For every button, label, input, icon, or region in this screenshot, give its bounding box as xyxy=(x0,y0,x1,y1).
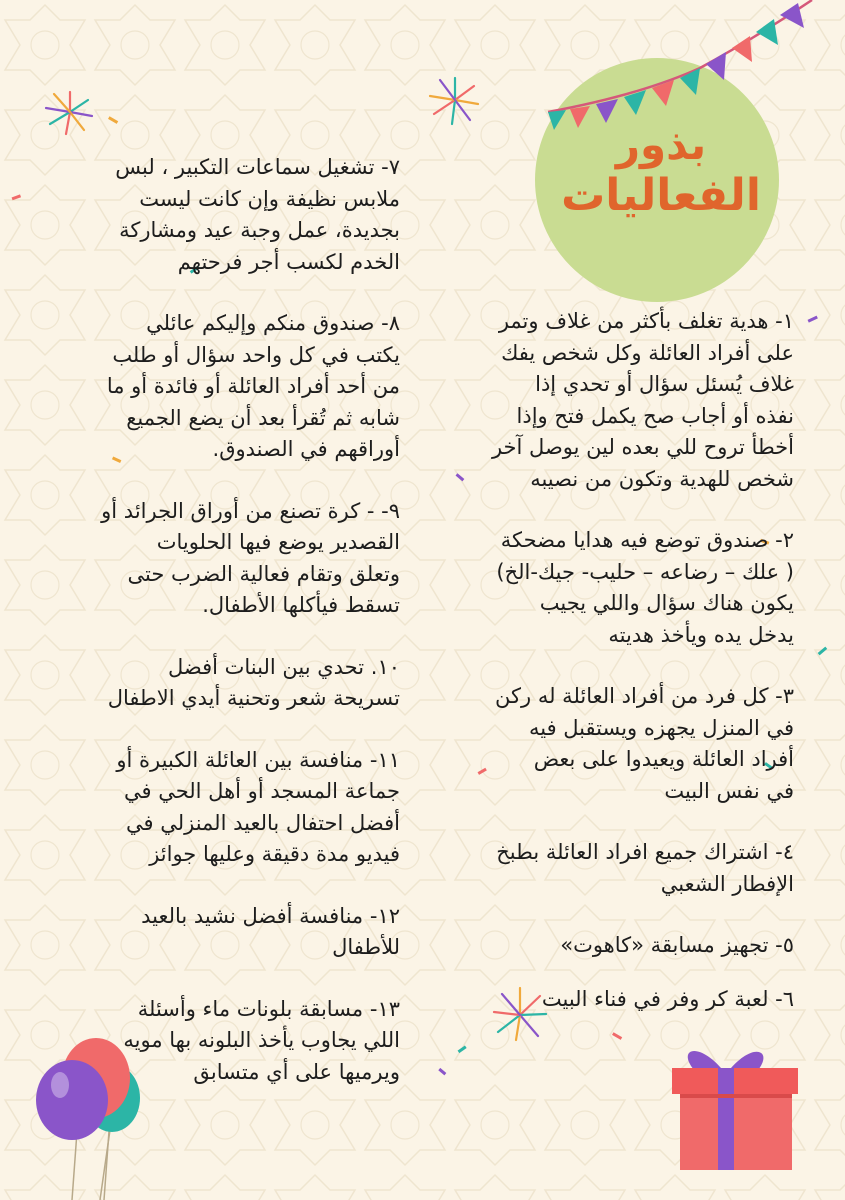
title-block xyxy=(536,98,786,273)
activity-line: شابه ثم تُقرأ بعد أن يضع الجميع xyxy=(126,405,400,430)
activity-item-3 xyxy=(446,681,794,807)
activity-line: ١٣- مسابقة بلونات ماء وأسئلة xyxy=(137,996,400,1021)
activity-line: للأطفال xyxy=(332,935,400,959)
activity-item-6 xyxy=(446,984,794,1016)
activity-line: الإفطار الشعبي xyxy=(660,871,794,896)
activity-line: ١١- منافسة بين العائلة الكبيرة أو xyxy=(116,747,400,772)
activities-right-column xyxy=(446,306,794,1015)
activity-line: ( علك – رضاعه – حليب- جيك-الخ) xyxy=(496,559,794,584)
activity-line: ٣- كل فرد من أفراد العائلة له ركن xyxy=(495,684,794,708)
activity-item-7 xyxy=(98,152,400,278)
activity-line: شخص للهدية وتكون من نصيبه xyxy=(530,466,794,491)
activity-line: ٨- صندوق منكم وإليكم عائلي xyxy=(146,311,400,335)
activity-line: ويرميها على أي متسابق xyxy=(193,1059,400,1084)
activity-line: أفراد العائلة ويعيدوا على بعض xyxy=(533,747,794,771)
activity-item-12 xyxy=(98,901,400,964)
activity-line: ٢- صندوق توضع فيه هدايا مضحكة xyxy=(500,528,794,552)
activity-line: أوراقهم في الصندوق. xyxy=(212,437,400,461)
activity-line: ٧- تشغيل سماعات التكبير ، لبس xyxy=(115,155,400,179)
title-line-1: بذور xyxy=(615,120,707,169)
activity-item-5 xyxy=(446,930,794,962)
activity-line: الخدم لكسب أجر فرحتهم xyxy=(177,249,400,274)
activity-line: يكتب في كل واحد سؤال أو طلب xyxy=(112,342,400,367)
activity-line: يكون هناك سؤال واللي يجيب xyxy=(539,591,794,615)
activity-item-2 xyxy=(446,525,794,651)
activity-line: ملابس نظيفة وإن كانت ليست xyxy=(139,186,400,211)
activities-left-column xyxy=(98,152,400,1088)
activity-item-4 xyxy=(446,837,794,900)
activity-line: ٩- - كرة تصنع من أوراق الجرائد أو xyxy=(101,498,400,523)
gift-box-decoration xyxy=(672,1051,798,1170)
activity-line: أفضل احتفال بالعيد المنزلي في xyxy=(126,810,400,835)
activity-line: بجديدة، عمل وجبة عيد ومشاركة xyxy=(119,218,400,242)
activity-line: اللي يجاوب يأخذ البلونه بها مويه xyxy=(123,1028,400,1052)
activity-line: ٦- لعبة كر وفر في فناء البيت xyxy=(541,986,794,1011)
title-line-2: الفعاليات xyxy=(561,170,761,221)
activity-line: من أحد أفراد العائلة أو فائدة أو ما xyxy=(106,374,400,398)
activity-line: ٤- اشتراك جميع افراد العائلة بطبخ xyxy=(496,840,794,864)
activity-line: ١٢- منافسة أفضل نشيد بالعيد xyxy=(141,903,400,928)
activity-line: جماعة المسجد أو أهل الحي في xyxy=(124,779,400,803)
activity-line: في المنزل يجهزه ويستقبل فيه xyxy=(528,715,794,740)
firework-decoration-center xyxy=(430,78,478,124)
activity-item-8 xyxy=(98,308,400,466)
activity-line: في نفس البيت xyxy=(664,778,794,803)
activity-line: ٥- تجهيز مسابقة «كاهوت» xyxy=(560,933,794,957)
activity-item-1 xyxy=(446,306,794,495)
activity-line: القصدير يوضع فيها الحلويات xyxy=(156,530,400,554)
activity-line: وتعلق وتقام فعالية الضرب حتى xyxy=(127,561,400,586)
activity-line: فيديو مدة دقيقة وعليها جوائز xyxy=(149,842,400,866)
activity-item-9 xyxy=(98,496,400,622)
activity-line: أخطأ تروح للي بعده لين يوصل آخر xyxy=(491,435,794,459)
firework-decoration-left xyxy=(46,92,92,134)
activity-item-13 xyxy=(98,994,400,1089)
activity-line: نفذه أو أجاب صح يكمل فتح وإذا xyxy=(516,403,794,428)
activity-line: تسقط فيأكلها الأطفال. xyxy=(202,593,400,617)
activity-item-11 xyxy=(98,745,400,871)
activity-line: غلاف يُسئل سؤال أو تحدي إذا xyxy=(535,372,794,396)
activity-line: ١- هدية تغلف بأكثر من غلاف وتمر xyxy=(498,309,794,333)
activity-line: ١٠. تحدي بين البنات أفضل xyxy=(167,654,400,679)
activity-line: على أفراد العائلة وكل شخص يفك xyxy=(501,340,794,365)
activity-item-10 xyxy=(98,652,400,715)
activity-line: يدخل يده ويأخذ هديته xyxy=(608,622,794,647)
activity-line: تسريحة شعر وتحنية أيدي الاطفال xyxy=(107,686,400,710)
